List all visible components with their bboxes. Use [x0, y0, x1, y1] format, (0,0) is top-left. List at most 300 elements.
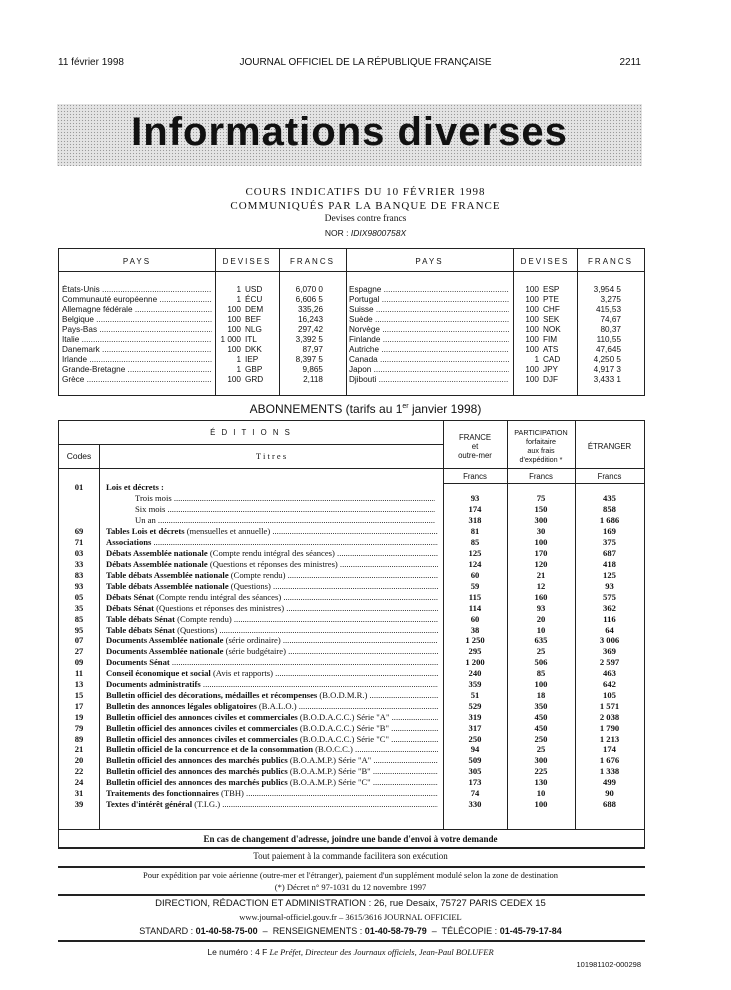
table-row-etranger: 3 006	[599, 635, 620, 646]
table-row-participation: 25	[536, 646, 546, 657]
table-row-france: 59	[470, 580, 480, 591]
table-row-title-bold: Documents Assemblée nationale	[106, 646, 224, 657]
table-row-france: 529	[468, 700, 482, 711]
standard-number: 01-40-58-75-00	[195, 926, 258, 936]
renseignements-label: RENSEIGNEMENTS :	[272, 926, 363, 936]
rate-currency-code: CHF	[543, 305, 560, 314]
table-row-title	[106, 766, 438, 777]
director-signature: Le Préfet, Directeur des Journaux officiels, Jean-Paul BOLUFER	[269, 947, 494, 957]
table-row-title-detail: (série budgétaire)	[223, 646, 286, 657]
table-row-france: 60	[470, 570, 480, 580]
table-row-france: 173	[468, 777, 482, 788]
table-row-participation: 120	[534, 559, 548, 570]
rate-country: États-Unis .....	[62, 285, 212, 295]
rate-value: 6,606 5	[295, 295, 323, 304]
rate-value: 47,645	[595, 345, 621, 354]
table-row-code: 27	[74, 646, 84, 657]
table-row-france: 174	[468, 503, 482, 514]
col-header-francs: FRANCS	[290, 257, 335, 266]
table-row-etranger: 1 790	[599, 722, 620, 733]
table-row-france: 359	[468, 679, 482, 689]
table-row-france: 240	[468, 668, 482, 679]
rate-value: 3,433 1	[593, 375, 621, 384]
table-row-title-detail: (Compte rendu intégral des séances)	[153, 591, 282, 602]
rate-value: 415,53	[595, 305, 621, 314]
table-row-code: 71	[74, 537, 84, 548]
table-row-title-bold: Tables Lois et décrets	[106, 526, 185, 537]
rate-quantity: 100	[525, 325, 539, 334]
subscriptions-title-end: janvier 1998)	[408, 402, 482, 416]
table-row-etranger: 90	[605, 788, 614, 798]
rate-value: 87,97	[302, 345, 323, 354]
contact-numbers: STANDARD : 01-40-58-75-00 – RENSEIGNEMENTS : 01-40-58-79-79 – TÉLÉCOPIE : 01-45-79-17-84	[139, 926, 562, 936]
table-row-france: 85	[470, 537, 480, 548]
rate-country: Allemagne fédérale .....	[62, 305, 212, 315]
table-row-title	[106, 570, 438, 581]
table-row-title-bold: Bulletin officiel des décorations, médailles et récompenses	[106, 689, 318, 700]
table-row-title: Trois mois .....	[135, 493, 435, 504]
rate-quantity: 100	[227, 315, 241, 324]
rate-quantity: 100	[525, 345, 539, 354]
header-journal: JOURNAL OFFICIEL DE LA RÉPUBLIQUE FRANÇAISE	[239, 57, 492, 68]
table-row-title	[106, 755, 438, 766]
table-row-title: Un an .....	[135, 515, 435, 526]
table-row-title-detail: (B.O.A.M.P.) Série "C"	[287, 777, 371, 788]
rate-quantity: 100	[525, 315, 539, 324]
rate-currency-code: IEP	[245, 355, 259, 364]
divider	[58, 866, 645, 868]
rate-currency-code: BEF	[245, 315, 261, 324]
rate-value: 16,243	[297, 315, 323, 324]
decree-note: (*) Décret n° 97-1031 du 12 novembre 1997	[274, 882, 427, 892]
table-row-participation: 75	[536, 493, 546, 503]
header-titres: T i t r e s	[255, 451, 287, 461]
table-row-title-bold: Bulletin des annonces légales obligatoires	[106, 700, 257, 711]
table-row-title-bold: Bulletin officiel des annonces civiles et commerciales	[106, 722, 298, 733]
table-row-participation: 300	[534, 755, 548, 766]
table-row-france: 94	[470, 744, 480, 755]
table-row-code: 09	[74, 657, 84, 668]
rate-country: Suède .....	[349, 315, 509, 325]
rate-country: Grèce .....	[62, 375, 212, 385]
col-header-pays: PAYS	[122, 257, 152, 266]
table-row-france: 317	[468, 722, 482, 733]
table-row-title-bold: Débats Sénat	[106, 591, 154, 602]
table-row-title	[106, 788, 438, 799]
table-row-etranger: 687	[603, 548, 616, 559]
header-page-number: 2211	[619, 57, 641, 68]
unit-participation: Francs	[529, 472, 553, 481]
table-row-etranger: 105	[603, 689, 616, 700]
table-row-title-detail: (Questions)	[174, 624, 218, 635]
table-row-etranger: 1 676	[599, 755, 620, 766]
table-row-title	[106, 603, 438, 614]
table-row-france: 1 200	[465, 657, 485, 668]
document-reference: 101981102-000298	[576, 960, 641, 969]
table-row-france: 250	[468, 733, 482, 744]
address-change-note: En cas de changement d'adresse, joindre une bande d'envoi à votre demande	[203, 834, 498, 844]
rate-currency-code: ÉCU	[245, 295, 263, 304]
nor-reference	[0, 228, 731, 238]
table-row-title	[106, 625, 438, 636]
table-row-code: 85	[74, 613, 84, 624]
table-row-title	[106, 592, 438, 603]
rate-currency-code: CAD	[543, 355, 561, 364]
table-row-participation: 160	[534, 591, 548, 602]
rate-quantity: 100	[525, 365, 539, 374]
rate-country: Suisse .....	[349, 305, 509, 315]
table-row-title-bold: Bulletin officiel des annonces des marchés publics	[106, 766, 288, 777]
table-row-etranger: 116	[603, 613, 616, 624]
table-row-title	[106, 712, 438, 723]
table-row-etranger: 2 038	[599, 711, 620, 722]
table-row-participation: 250	[534, 733, 548, 744]
rate-currency-code: JPY	[543, 365, 559, 374]
table-row-participation: 10	[536, 624, 546, 635]
table-row-etranger: 369	[603, 646, 616, 657]
table-row-france: 60	[470, 613, 480, 624]
table-row-title-detail: (mensuelles et annuelle)	[184, 526, 271, 537]
table-row-title	[106, 744, 438, 755]
rate-quantity: 100	[227, 345, 241, 354]
renseignements-number: 01-40-58-79-79	[364, 926, 427, 936]
shipping-note: Pour expédition par voie aérienne (outre-mer et l'étranger), paiement d'un supplément modulé selon la zone de destination	[143, 870, 558, 880]
col-header-devises-right: DEVISES	[520, 257, 570, 266]
table-row-title-bold: Bulletin officiel de la concurrence et de la consommation	[106, 744, 314, 755]
table-row-participation: 85	[536, 668, 546, 679]
table-row-title-detail: (B.O.D.A.C.C.) Série "B"	[297, 722, 390, 733]
rate-currency-code: SEK	[543, 315, 560, 324]
nor-code: IDIX9800758X	[350, 228, 407, 238]
table-row-etranger: 169	[603, 526, 616, 537]
table-row-title-bold: Textes d'intérêt général	[106, 798, 193, 809]
table-row-etranger: 1 571	[599, 700, 620, 711]
table-row-etranger: 362	[603, 602, 616, 613]
rate-currency-code: GRD	[245, 375, 264, 384]
table-row-etranger: 1 686	[599, 514, 620, 525]
table-row-title-detail: (B.O.D.M.R.)	[317, 689, 368, 700]
rate-currency-code: ESP	[543, 285, 560, 294]
divider	[58, 894, 645, 896]
table-row-title-bold: Bulletin officiel des annonces des marchés publics	[106, 755, 288, 766]
table-row-title-bold: Table débats Assemblée nationale	[106, 580, 229, 591]
table-row-participation: 10	[536, 788, 546, 798]
rate-country: Irlande .....	[62, 355, 212, 365]
table-row-title-detail: (B.O.D.A.C.C.) Série "C"	[297, 733, 390, 744]
web-minitel: www.journal-officiel.gouv.fr – 3615/3616 JOURNAL OFFICIEL	[239, 912, 462, 922]
subscriptions-title	[0, 402, 731, 416]
table-row-code: 13	[74, 679, 84, 689]
rate-currency-code: NOK	[543, 325, 561, 334]
table-row-code: 33	[74, 559, 84, 570]
table-row-code: 07	[74, 635, 84, 646]
rate-country: Finlande .....	[349, 335, 509, 345]
table-row-participation: 450	[534, 711, 548, 722]
table-row-title: Lois et décrets :	[106, 482, 164, 492]
table-row-france: 114	[468, 602, 482, 613]
table-row-france: 125	[468, 548, 482, 559]
rate-quantity: 1	[534, 355, 539, 364]
table-row-etranger: 1 213	[599, 733, 620, 744]
table-row-france: 295	[468, 646, 482, 657]
col-header-devises: DEVISES	[222, 257, 272, 266]
rate-currency-code: DKK	[245, 345, 262, 354]
table-row-participation: 130	[534, 777, 548, 788]
table-row-france: 318	[468, 514, 482, 525]
table-row-participation: 21	[536, 570, 546, 580]
table-row-title-detail: (B.O.C.C.)	[313, 744, 353, 755]
telecopie-label: TÉLÉCOPIE :	[441, 926, 498, 936]
rate-value: 8,397 5	[295, 355, 323, 364]
rate-quantity: 100	[525, 375, 539, 384]
rate-currency-code: PTE	[543, 295, 559, 304]
rate-currency-code: ATS	[543, 345, 559, 354]
table-row-code: 21	[74, 744, 84, 755]
table-row-title-detail: (Questions)	[228, 580, 271, 591]
table-row-title	[106, 559, 438, 570]
table-row-etranger: 174	[603, 744, 616, 755]
table-row-etranger: 64	[605, 624, 614, 635]
rate-quantity: 1	[236, 365, 241, 374]
table-row-title-detail: (Questions et réponses des ministres)	[207, 559, 338, 570]
table-row-participation: 18	[536, 689, 546, 700]
table-row-participation: 93	[536, 602, 546, 613]
table-row-title	[106, 723, 438, 734]
table-row-france: 305	[468, 766, 482, 777]
rate-currency-code: GBP	[245, 365, 263, 374]
rate-value: 3,392 5	[295, 335, 323, 344]
rate-quantity: 100	[227, 325, 241, 334]
table-row-france: 38	[470, 624, 480, 635]
table-row-participation: 350	[534, 700, 548, 711]
rate-country: Djibouti .....	[349, 375, 509, 385]
table-row-france: 115	[468, 591, 482, 602]
rate-currency-code: DJF	[543, 375, 559, 384]
table-row-title	[106, 614, 438, 625]
issue-price: Le numéro : 4 F	[207, 947, 268, 957]
table-row-title	[106, 690, 438, 701]
table-row-etranger: 688	[603, 798, 616, 809]
table-row-participation: 12	[536, 580, 546, 591]
table-row-participation: 30	[536, 526, 546, 537]
table-row-code: 20	[74, 755, 84, 766]
table-row-etranger: 499	[603, 777, 616, 788]
table-row-title-bold: Bulletin officiel des annonces civiles et commerciales	[106, 711, 298, 722]
table-row-title-detail: (Compte rendu intégral des séances)	[207, 548, 335, 559]
table-row-code: 39	[74, 798, 84, 809]
table-row-title-bold: Débats Sénat	[106, 602, 154, 613]
table-row-title	[106, 526, 438, 537]
rates-heading-line1: COURS INDICATIFS DU 10 FÉVRIER 1998	[245, 186, 486, 198]
rate-currency-code: FIM	[543, 335, 558, 344]
table-row-title	[106, 581, 438, 592]
table-row-france: 509	[468, 755, 482, 766]
rate-currency-code: NLG	[245, 325, 262, 334]
rate-value: 4,917 3	[593, 365, 621, 374]
table-row-title-detail: (TBH)	[218, 788, 244, 798]
table-row-participation: 506	[534, 657, 548, 668]
rate-country: Italie .....	[62, 335, 212, 345]
rates-heading-line2: COMMUNIQUÉS PAR LA BANQUE DE FRANCE	[230, 200, 501, 212]
table-row-etranger: 93	[605, 580, 614, 591]
table-row-participation: 100	[534, 798, 548, 809]
table-row-code: 01	[74, 482, 84, 492]
table-row-participation: 300	[534, 514, 548, 525]
rate-country: Portugal .....	[349, 295, 509, 305]
table-row-participation: 170	[534, 548, 548, 559]
rate-country: Espagne .....	[349, 285, 509, 295]
table-row-title-detail: (B.O.A.M.P.) Série "A"	[287, 755, 372, 766]
table-row-title-bold: Documents administratifs	[106, 679, 201, 689]
table-row-title	[106, 777, 438, 788]
table-row-title-detail: (T.I.G.)	[192, 798, 221, 809]
table-row-participation: 25	[536, 744, 546, 755]
table-row-code: 11	[74, 668, 84, 679]
table-row-france: 319	[468, 711, 482, 722]
table-row-title-detail: (B.A.L.O.)	[256, 700, 297, 711]
table-row-title	[106, 548, 438, 559]
table-row-etranger: 435	[603, 493, 616, 503]
address-change-box	[58, 828, 645, 848]
rate-quantity: 100	[227, 375, 241, 384]
rate-quantity: 100	[227, 305, 241, 314]
rate-currency-code: DEM	[245, 305, 264, 314]
table-row-participation: 100	[534, 679, 548, 689]
currency-rates-table	[58, 248, 645, 396]
table-row-title-bold: Table débats Sénat	[106, 613, 175, 624]
table-row-code: 69	[74, 526, 84, 537]
header-participation: PARTICIPATION forfaitaire aux frais d'expédition *	[514, 428, 568, 464]
subscriptions-table	[58, 420, 645, 830]
table-row-title: Six mois .....	[135, 504, 435, 515]
header-date: 11 février 1998	[58, 57, 124, 68]
table-row-etranger: 375	[603, 537, 616, 548]
rate-currency-code: ITL	[245, 335, 257, 344]
table-row-code: 19	[74, 711, 84, 722]
table-row-title-detail: (Compte rendu)	[228, 570, 286, 580]
table-row-etranger: 1 338	[599, 766, 620, 777]
table-row-title-detail: (Avis et rapports)	[210, 668, 273, 679]
table-row-title-detail: (Questions et réponses des ministres)	[153, 602, 285, 613]
standard-label: STANDARD :	[139, 926, 194, 936]
table-row-code: 17	[74, 700, 84, 711]
table-row-etranger: 2 597	[599, 657, 620, 668]
table-row-title	[106, 646, 438, 657]
table-row-title	[106, 799, 438, 810]
divider	[58, 940, 645, 942]
rate-value: 74,67	[600, 315, 621, 324]
rate-quantity: 100	[525, 305, 539, 314]
table-row-code: 89	[74, 733, 84, 744]
rate-country: Pays-Bas .....	[62, 325, 212, 335]
table-row-france: 74	[470, 788, 480, 798]
table-row-code: 35	[74, 602, 84, 613]
rate-value: 6,070 0	[295, 285, 323, 294]
table-row-code: 15	[74, 689, 84, 700]
table-row-title-detail: (B.O.D.A.C.C.) Série "A"	[297, 711, 390, 722]
rate-country: Norvège .....	[349, 325, 509, 335]
rate-currency-code: USD	[245, 285, 263, 294]
rate-country: Grande-Bretagne .....	[62, 365, 212, 375]
unit-france: Francs	[463, 472, 487, 481]
table-row-title-bold: Table débats Assemblée nationale	[106, 570, 229, 580]
col-header-francs-right: FRANCS	[588, 257, 633, 266]
rate-value: 3,275	[600, 295, 621, 304]
table-row-france: 1 250	[465, 635, 485, 646]
direction-address: DIRECTION, RÉDACTION ET ADMINISTRATION : 26, rue Desaix, 75727 PARIS CEDEX 15	[155, 898, 546, 909]
table-row-code: 31	[74, 788, 84, 798]
table-row-title	[106, 537, 438, 548]
rate-country: Belgique .....	[62, 315, 212, 325]
table-row-france: 81	[470, 526, 480, 537]
table-row-title-bold: Débats Assemblée nationale	[106, 559, 208, 570]
table-row-code: 03	[74, 548, 84, 559]
table-row-title-bold: Bulletin officiel des annonces des marchés publics	[106, 777, 288, 788]
table-row-code: 95	[74, 624, 84, 635]
table-row-title-bold: Table débats Sénat	[106, 624, 175, 635]
rate-value: 110,55	[596, 335, 621, 344]
table-row-title	[106, 668, 438, 679]
table-row-title	[106, 657, 438, 668]
payment-note: Tout paiement à la commande facilitera son exécution	[253, 851, 448, 861]
table-row-code: 83	[74, 570, 84, 580]
table-row-etranger: 463	[603, 668, 616, 679]
rate-value: 9,865	[302, 365, 323, 374]
table-row-participation: 150	[534, 503, 548, 514]
table-row-title-bold: Documents Sénat	[106, 657, 170, 668]
rate-country: Autriche .....	[349, 345, 509, 355]
table-row-etranger: 642	[603, 679, 616, 689]
rates-heading-line3: Devises contre francs	[324, 214, 407, 224]
header-france: FRANCE et outre-mer	[458, 433, 492, 460]
rate-value: 2,118	[303, 375, 323, 384]
rate-country: Canada .....	[349, 355, 509, 365]
table-row-etranger: 125	[603, 570, 616, 580]
rate-value: 4,250 5	[593, 355, 621, 364]
table-row-participation: 635	[534, 635, 548, 646]
table-row-code: 05	[74, 591, 84, 602]
subscriptions-title-sup: er	[402, 403, 409, 410]
table-row-etranger: 858	[603, 503, 616, 514]
table-row-code: 22	[74, 766, 84, 777]
col-header-pays-right: PAYS	[415, 257, 444, 266]
rate-quantity: 1 000	[220, 335, 241, 344]
rate-quantity: 1	[236, 355, 241, 364]
table-row-france: 51	[470, 689, 480, 700]
table-row-code: 79	[74, 722, 84, 733]
rate-quantity: 1	[236, 295, 241, 304]
rate-value: 335,26	[297, 305, 323, 314]
table-row-title-detail: (Compte rendu)	[174, 613, 232, 624]
table-row-participation: 20	[536, 613, 546, 624]
table-row-title	[106, 679, 438, 690]
table-row-france: 124	[468, 559, 482, 570]
table-row-code: 24	[74, 777, 84, 788]
table-row-title-bold: Débats Assemblée nationale	[106, 548, 208, 559]
rate-country: Communauté européenne .....	[62, 295, 212, 305]
table-row-title-bold: Conseil économique et social	[106, 668, 211, 679]
table-row-title-bold: Bulletin officiel des annonces civiles et commerciales	[106, 733, 298, 744]
table-row-france: 93	[470, 493, 480, 503]
header-etranger: ÉTRANGER	[587, 442, 632, 451]
rate-quantity: 100	[525, 335, 539, 344]
table-row-participation: 100	[534, 537, 548, 548]
header-codes: Codes	[66, 451, 92, 461]
section-title: Informations diverses	[131, 110, 568, 154]
section-banner	[57, 104, 642, 166]
table-row-title	[106, 635, 438, 646]
price-signature	[58, 947, 643, 957]
